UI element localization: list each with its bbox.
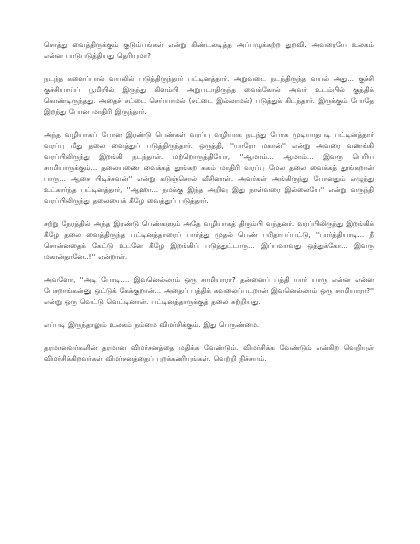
- paragraph-7: தரமானவர்களின் தரமான விமர்சனத்தை மதிக்க வேண்டும். விமர்சிக்க வேண்டும் என்கிற வெறியுள் விமர்சிக்கிறவர்கள் விமர்சனத்தைப் புறக்கணியுங்கள். வெற்றி நிச்சயம்.: [44, 344, 374, 363]
- paragraph-1: சொத்து வைத்திருக்கும் குடும்பங்கள் என்று கிண்டலடித்த அப்பழுக்கற்ற துறவி. அவரையே உலகம் என்ன பாடுபடுத்தியது தெரியுமா?: [44, 41, 374, 60]
- paragraph-3: அந்த வழியாகப் போன இரண்டு பெண்கள் வரப்பு வழியாக நடந்து போக முடியாதபடி பட்டினத்தார் வரப்பு மீது தலை வைத்துப் படுத்திருந்தார். ஒருத்தி, ''யாரோ மகான்'' என்று அவரை வணங்கி வரப்பிலிருந்து இறங்கி நடந்தாள். மற்றொருத்தியோ, ''ஆமாம்... ஆமாம்... இவரு பெரிய சாமியாருக்கும்... தலையணை வைக்கத் தூங்கற சுகம் மாதிரி வரப்பு மேல தலை வைக்கத் தூங்கறான் பாரு... ஆசை பிடிச்சவன்'' என்று கடுஞ்சொல் வீசினாள். அவர்கள் அங்கிருந்து போனதும் எழுந்து உட்கார்ந்த பட்டினத்தார், ''ஆஹா... நமக்கு இந்த அறிவு இது நாள்வரை இல்லையே'' என்று வருந்தி வரப்பிலிருந்து தலையைக் கீழே வைத்துப் படுத்தார்.: [44, 131, 374, 205]
- paragraph-6: எப்படி இருந்தாலும் உலகம் நம்மை விமர்சிக்கும். இது பெருண்மை.: [44, 321, 260, 329]
- paragraph-2: நடந்த களைப்பால் வயலில் படுத்திருந்தார் பட்டினத்தார். அறுவடை நடந்திருந்த வயல் அது... குச்சி குச்சியாய்ப் பூமியில் இருந்து கிளம்பி அறுபடாதிருந்த வைக்கோல் அவர் உடம்பில் குத்திக் கொண்டிருந்தது. அதைச் சட்டை செய்யாமல் (சட்டை இல்லாமல்) படுத்துக் கிடந்தார். இருக்கும் போதே இறந்து போன மாதிரி இருந்தார்.: [44, 75, 374, 116]
- paragraph-5: அவளோ, ''அடி போடி.... இவனெல்லாம் ஒரு சாமியாரா? தன்னைப் பத்தி யார் யாரு என்ன என்ன பேசறாங்கன்னு ஒட்டுக் கேக்குறான்... அதைப் பத்திக் கவலைப்படறான் இவனெல்லாம் ஒரு சாமியாரா?'' என்று ஒரு வெட்டு வெட்டினாள். பட்டினத்தாருக்குத் தலை சுற்றியது.: [44, 276, 374, 306]
- paragraph-4: சற்று நேரத்தில் அந்த இரண்டு பெண்களும் அதே வழியாகத் திரும்பி வந்தனர். வரப்பிலிருந்து இறங்கிக் கீழே தலை வைத்திருந்த பட்டினத்தாரைப் பார்த்து முதல் பெண் பரிதாபப்பட்டு, ''பார்த்தியாடி... நீ சொன்னதைக் கேட்டு உடனே கீழே இறங்கிப் படுத்துட்டாரு... இப்பவாவது ஒத்துக்கோ... இவரு மகான்தானே..!'' என்றாள்.: [44, 220, 374, 261]
